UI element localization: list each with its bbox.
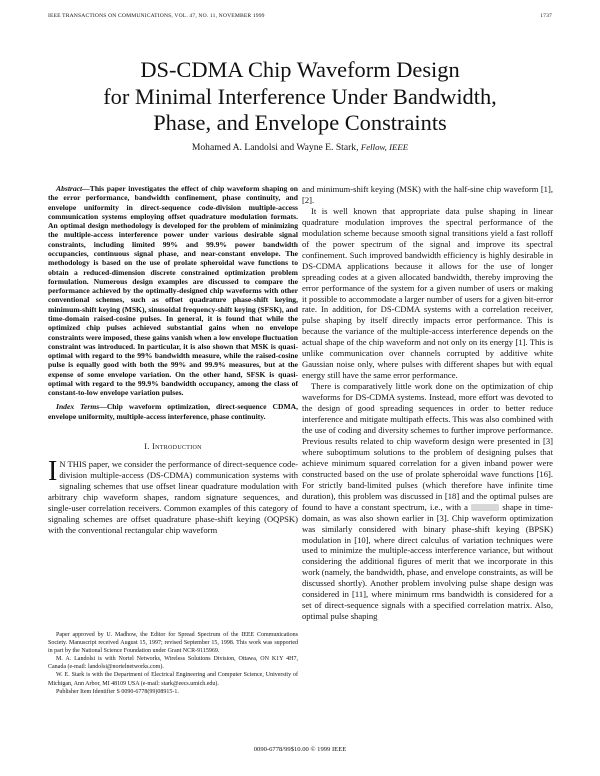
right-paragraph-3 — [302, 381, 553, 622]
intro-text: we consider the performance of direct-sequence code-division multiple-access (DS-CDMA) communication systems with signaling schemes that use offset linear quadrature modulation with arbitrary chip waveform shapes, random signature sequences, and single-user correlation receivers. Common examples of this category of signaling schemes are offset quadrature phase-shift keying (OQPSK) with the conventional rectangular chip waveform — [48, 459, 298, 535]
running-head — [48, 13, 552, 23]
drop-cap: I — [48, 456, 58, 488]
right-paragraph-1: and minimum-shift keying (MSK) with the half-sine chip waveform [1], [2]. — [302, 184, 553, 205]
intro-paragraph — [48, 456, 298, 536]
abstract-label: Abstract— — [56, 184, 90, 193]
blurred-equation — [471, 504, 499, 511]
right-column — [302, 184, 553, 622]
section-heading-introduction: I. Introduction — [144, 442, 202, 452]
right-paragraph-3a: There is comparatively little work done on the optimization of chip waveforms for DS-CDMA systems. Instead, more effort was devoted to the design of good spreading sequences in order to better reduce interference and mitigate multipath effects. This was also combined with the use of coding and diversity schemes to further improve performance. Previous results related to chip waveform design were presented in [3] where suboptimum solutions to the problem of designing pulses that achieve minimum squared correlation for a given inband power were constructed based on the use of prolate spheroidal wave functions [16]. For strictly band-limited pulses (which therefore have infinite time duration), this problem was discussed in [18] and the optimal pulses are found to have a constant spectrum, i.e., with a — [302, 381, 553, 512]
footnote-author2: W. E. Stark is with the Department of Electrical Engineering and Computer Science, University of Michigan, Ann Arbor, MI 48109 USA (e-mail: stark@eecs.umich.edu). — [48, 672, 298, 687]
footnotes — [48, 631, 298, 696]
title-line-1: DS-CDMA Chip Waveform Design — [140, 57, 460, 82]
page-number: 1737 — [540, 13, 552, 19]
author-affiliation: Fellow, IEEE — [360, 142, 409, 152]
left-column — [48, 184, 298, 536]
index-terms-label: Index Terms— — [56, 402, 107, 412]
title-line-3: Phase, and Envelope Constraints — [153, 110, 447, 135]
intro-first-word: N THIS paper, — [59, 459, 110, 470]
right-paragraph-3b: shape in time-domain, as was also shown earlier in [3]. Chip waveform optimization was similarly considered with binary phase-shift keying (BPSK) modulation in [10], where direct calculus of variation techniques were used to minimize the multiple-access interference variance, but without considering the additional figures of merit that we incorporate in this work (namely, the bandwidth, phase, and envelope constraints, as will be discussed shortly). Another problem involving pulse shape design was considered in [11], where minimum rms bandwidth is considered for a set of direct-sequence signals with a specified correlation matrix. Also, optimal pulse shaping — [302, 501, 553, 622]
footnote-publisher-id: Publisher Item Identifier S 0090-6778(99)08915-1. — [56, 688, 179, 695]
footnote-editor: Paper approved by U. Madhow, the Editor for Spread Spectrum of the IEEE Communications Society. Manuscript received August 15, 1997; revised September 15, 1998. This work was supported in part by the National Science Foundation under Grant NCR-9115969. — [48, 632, 298, 655]
author-line — [40, 142, 560, 153]
journal-header: IEEE TRANSACTIONS ON COMMUNICATIONS, VOL. 47, NO. 11, NOVEMBER 1999 — [48, 13, 265, 19]
index-terms-text: Chip waveform optimization, direct-sequence CDMA, envelope uniformity, multiple-access interference, phase continuity. — [48, 402, 298, 421]
abstract-text: This paper investigates the effect of chip waveform shaping on the error performance, bandwidth confinement, phase continuity, and envelope uniformity in direct-sequence code-division multiple-access communication systems employing offset quadrature modulation formats. An optimal design methodology is developed for the problem of minimizing the multiple-access interference power under various desirable signal constraints, including limited 99% and 99.9% power bandwidth occupancies, continuous signal phase, and near-constant envelope. The methodology is based on the use of prolate spheroidal wave functions to obtain a reduced-dimension discrete constrained optimization problem formulation. Numerous design examples are discussed to compare the performance achieved by the optimally-designed chip waveforms with other conventional schemes, such as offset quadrature phase-shift keying, minimum-shift keying (MSK), sinusoidal frequency-shift keying (SFSK), and time-domain raised-cosine pulses. In general, it is found that while the optimized chip pulses achieved substantial gains when no envelope constraints were imposed, these gains vanish when a low envelope fluctuation constraint was introduced. In particular, it is also shown that MSK is quasi-optimal with regard to the 99% bandwidth measure, while the raised-cosine pulse is equally good with both the 99% and 99.9% measures, but at the expense of some envelope variation. On the other hand, SFSK is quasi-optimal with regard to the 99.9% bandwidth occupancy, among the class of constant-to-low envelope variation pulses. — [48, 184, 298, 398]
paper-title — [40, 57, 560, 137]
footnote-author1: M. A. Landolsi is with Nortel Networks, Wireless Solutions Division, Ottawa, ON K1Y 4H7, Canada (e-mail: landolsi@nortelnetworks.com). — [48, 656, 298, 671]
copyright-line: 0090-6778/99$10.00 © 1999 IEEE — [253, 746, 347, 753]
author-names: Mohamed A. Landolsi and Wayne E. Stark, — [191, 142, 359, 153]
title-line-2: for Minimal Interference Under Bandwidth, — [103, 83, 497, 109]
right-paragraph-2: It is well known that appropriate data pulse shaping in linear quadrature modulation improves the spectral performance of the modulation scheme because smooth signal transitions yield a fast rolloff of the power spectrum of the signal and improve its spectral confinement. Such improved bandwidth efficiency is highly desirable in DS-CDMA applications because it allows for the use of longer spreading codes at a given allocated bandwidth, thereby improving the error performance of the system for a given number of users or making it possible to accommodate a larger number of users for a given bit-error rate. In addition, for DS-CDMA systems with a correlation receiver, pulse shaping by itself directly impacts error performance. This is because the variance of the multiple-access interference depends on the actual shape of the chip waveform and not only on its energy [1]. This is unlike communication over channels corrupted by additive white Gaussian noise only, where pulses with different shapes but with equal energy still have the same error performance. — [302, 205, 553, 381]
index-terms — [48, 402, 298, 421]
abstract — [48, 184, 298, 397]
